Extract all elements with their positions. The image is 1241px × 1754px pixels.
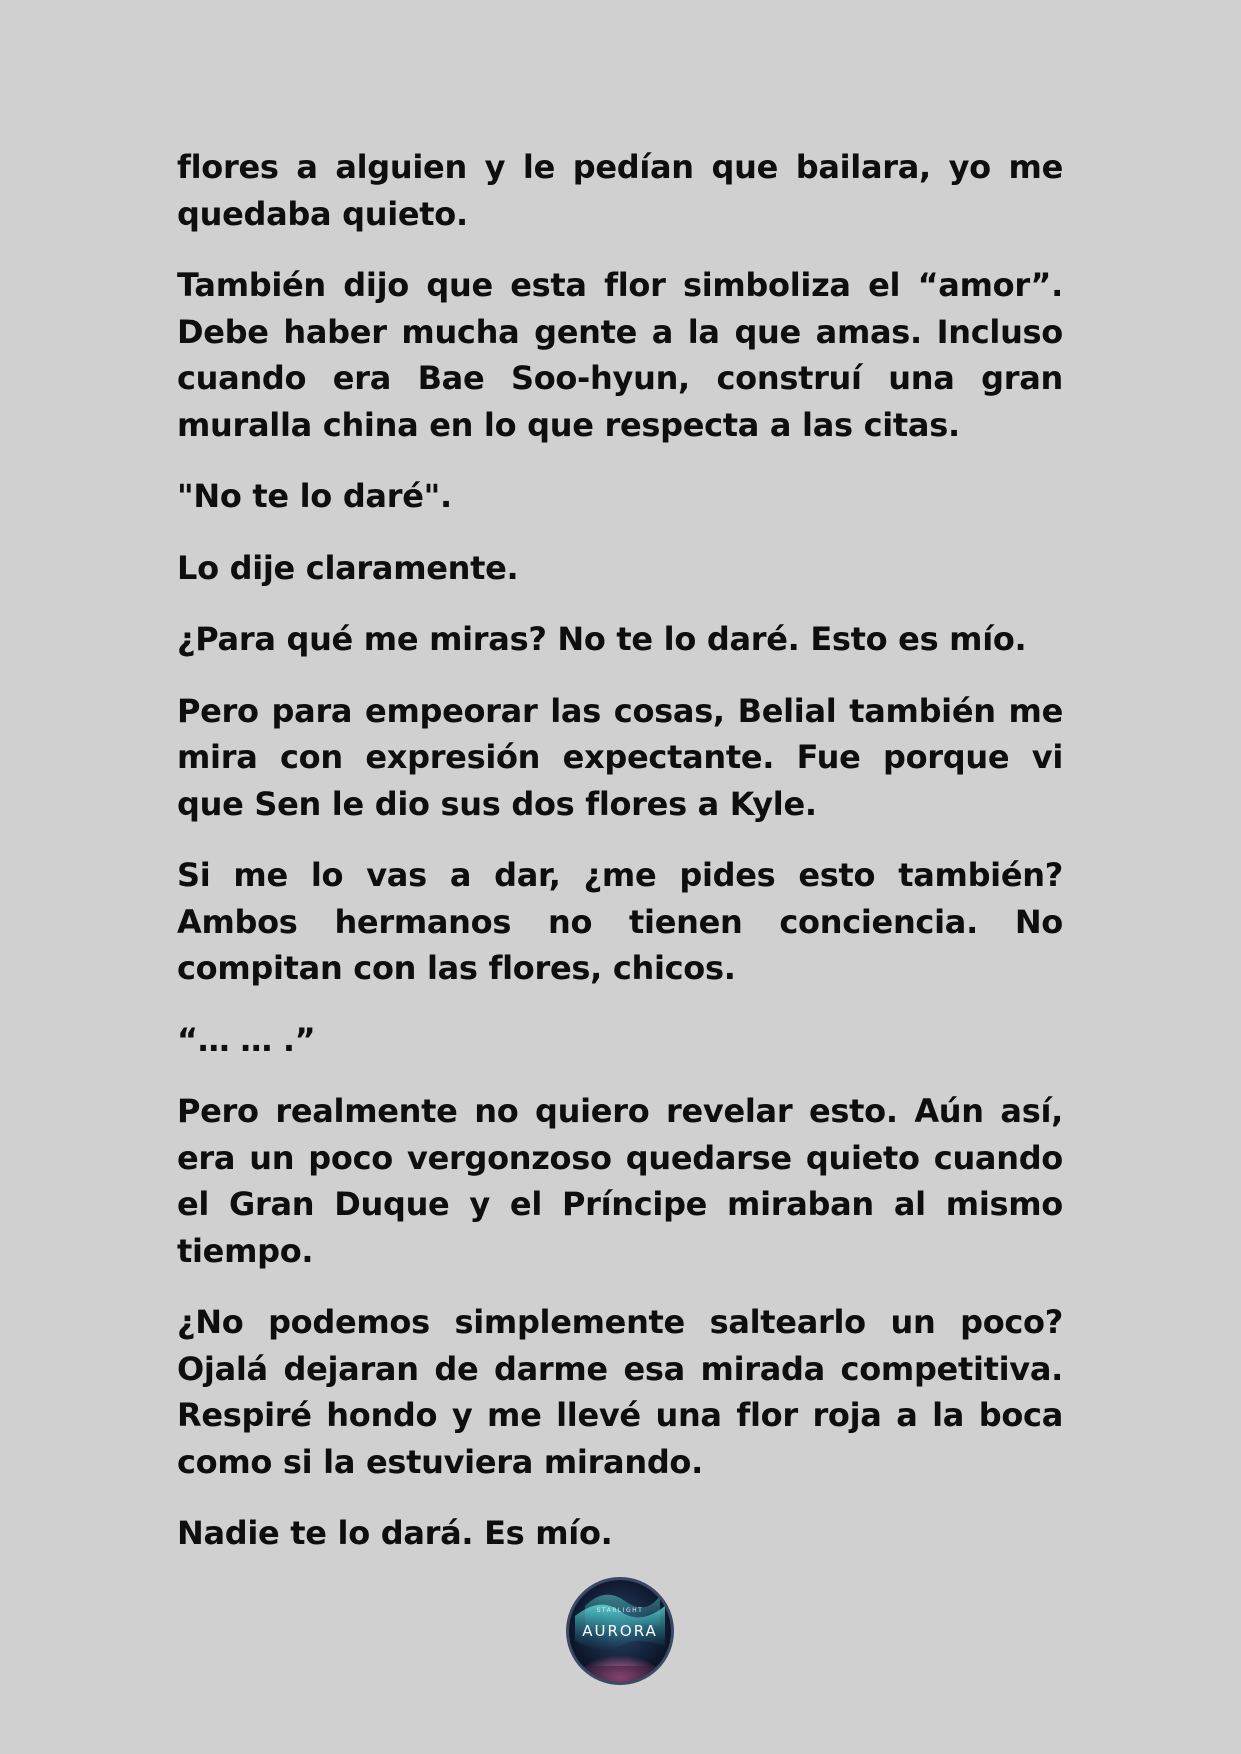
- aurora-logo-icon: [565, 1576, 675, 1686]
- paragraph-11: Nadie te lo dará. Es mío.: [177, 1514, 613, 1552]
- logo-top-text: STARLIGHT: [596, 1607, 644, 1614]
- page-body: [177, 144, 1063, 1582]
- paragraph-9: Pero realmente no quiero revelar esto. Aún así, era un poco vergonzoso quedarse quieto cuando el Gran Duque y el Príncipe miraban al mismo tiempo.: [177, 1092, 1063, 1270]
- paragraph-1: flores a alguien y le pedían que bailara, yo me quedaba quieto.: [177, 148, 1063, 233]
- paragraph-7: Si me lo vas a dar, ¿me pides esto también? Ambos hermanos no tienen conciencia. No compitan con las flores, chicos.: [177, 856, 1063, 987]
- aurora-logo: [565, 1576, 675, 1686]
- paragraph-8: “… … .”: [177, 1020, 316, 1059]
- paragraph-6: Pero para empeorar las cosas, Belial también me mira con expresión expectante. Fue porque vi que Sen le dio sus dos flores a Kyle.: [177, 691, 1063, 823]
- paragraph-3: "No te lo daré".: [177, 477, 452, 515]
- paragraph-10: ¿No podemos simplemente saltearlo un poco? Ojalá dejaran de darme esa mirada competitiva. Respiré hondo y me llevé una flor roja a la boca como si la estuviera mirando.: [177, 1303, 1063, 1481]
- logo-main-text: AURORA: [582, 1622, 658, 1640]
- paragraph-2: También dijo que esta flor simboliza el “amor”. Debe haber mucha gente a la que amas. Incluso cuando era Bae Soo-hyun, construí una gran muralla china en lo que respecta a las citas.: [177, 266, 1063, 444]
- paragraph-5: ¿Para qué me miras? No te lo daré. Esto es mío.: [177, 620, 1027, 658]
- paragraph-4: Lo dije claramente.: [177, 548, 519, 587]
